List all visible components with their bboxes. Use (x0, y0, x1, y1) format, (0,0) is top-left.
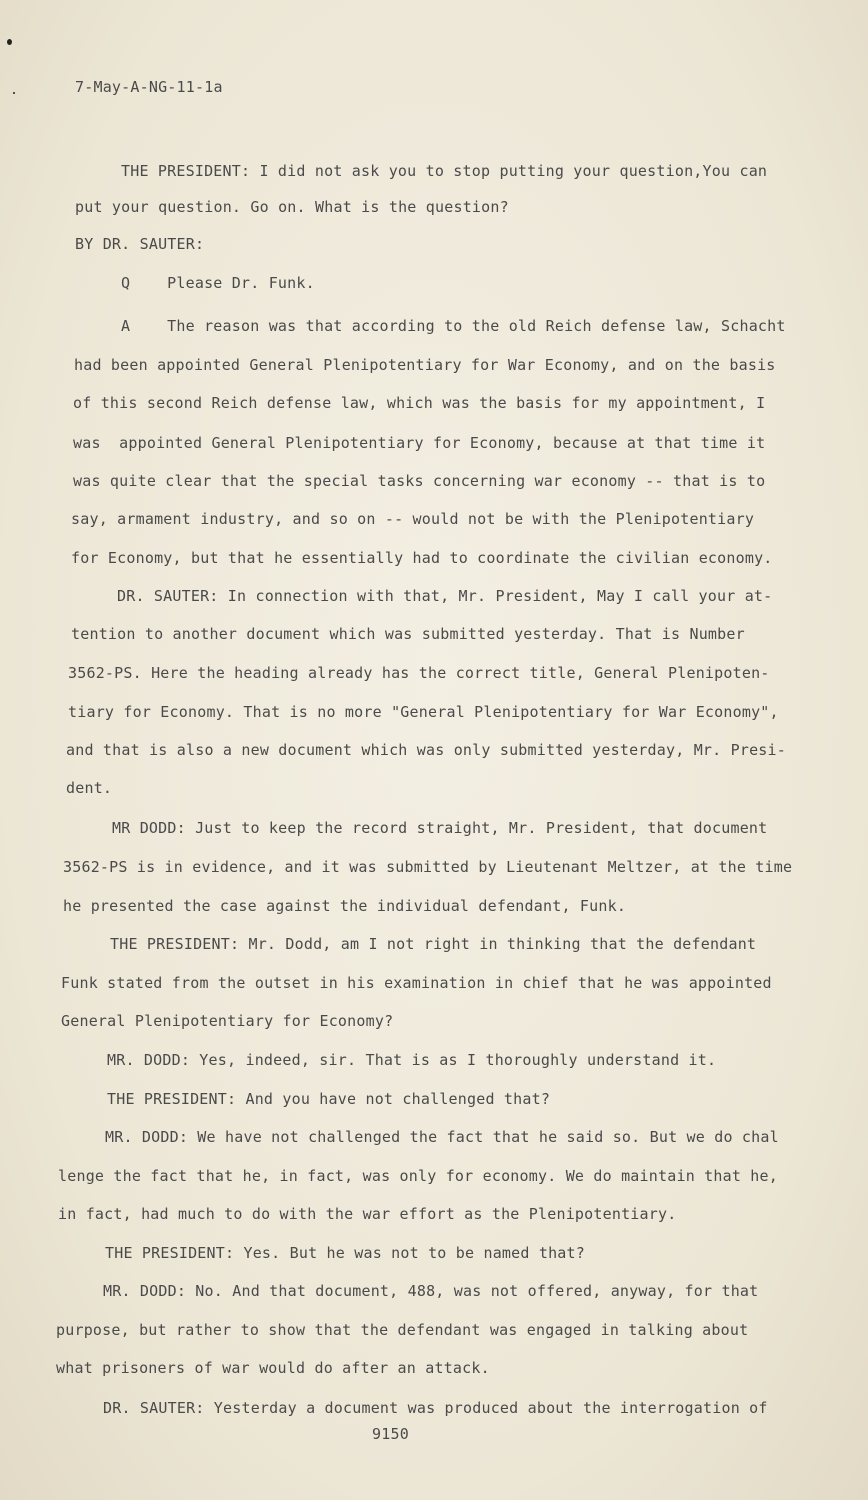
transcript-line: in fact, had much to do with the war effort as the Plenipotentiary. (58, 1205, 677, 1223)
transcript-line: General Plenipotentiary for Economy? (61, 1012, 394, 1030)
transcript-line: MR. DODD: Yes, indeed, sir. That is as I thoroughly understand it. (107, 1051, 717, 1069)
transcript-line: 3562-PS is in evidence, and it was submitted by Lieutenant Meltzer, at the time (63, 858, 793, 876)
transcript-line: DR. SAUTER: Yesterday a document was produced about the interrogation of (103, 1399, 768, 1417)
transcript-line: he presented the case against the individual defendant, Funk. (63, 897, 627, 915)
transcript-line: for Economy, but that he essentially had to coordinate the civilian economy. (71, 549, 773, 567)
transcript-line: THE PRESIDENT: I did not ask you to stop putting your question,You can (121, 162, 768, 180)
transcript-line: THE PRESIDENT: Yes. But he was not to be named that? (105, 1244, 585, 1262)
transcript-line: put your question. Go on. What is the question? (75, 198, 509, 216)
punch-mark (13, 92, 15, 94)
punch-mark (7, 39, 12, 45)
transcript-line: MR DODD: Just to keep the record straight, Mr. President, that document (112, 819, 768, 837)
transcript-line: and that is also a new document which was only submitted yesterday, Mr. Presi- (66, 741, 786, 759)
document-header-code: 7-May-A-NG-11-1a (75, 78, 223, 96)
transcript-line: tention to another document which was submitted yesterday. That is Number (71, 625, 745, 643)
transcript-line: MR. DODD: We have not challenged the fact that he said so. But we do chal (105, 1128, 779, 1146)
transcript-line: A The reason was that according to the old Reich defense law, Schacht (121, 317, 786, 335)
transcript-line: was appointed General Plenipotentiary for Economy, because at that time it (73, 434, 766, 452)
transcript-line: of this second Reich defense law, which was the basis for my appointment, I (73, 394, 766, 412)
transcript-line: was quite clear that the special tasks concerning war economy -- that is to (73, 472, 766, 490)
transcript-line: 3562-PS. Here the heading already has the correct title, General Plenipoten- (68, 664, 770, 682)
transcript-line: what prisoners of war would do after an attack. (56, 1359, 490, 1377)
transcript-line: BY DR. SAUTER: (75, 235, 205, 253)
transcript-line: dent. (66, 779, 113, 797)
transcript-line: lenge the fact that he, in fact, was only for economy. We do maintain that he, (58, 1167, 778, 1185)
transcript-line: Funk stated from the outset in his examination in chief that he was appointed (61, 974, 772, 992)
transcript-line: Q Please Dr. Funk. (121, 274, 315, 292)
transcript-line: say, armament industry, and so on -- would not be with the Plenipotentiary (71, 510, 755, 528)
transcript-line: had been appointed General Plenipotentiary for War Economy, and on the basis (74, 356, 776, 374)
transcript-line: purpose, but rather to show that the defendant was engaged in talking about (56, 1321, 749, 1339)
transcript-line: tiary for Economy. That is no more "General Plenipotentiary for War Economy", (68, 703, 779, 721)
transcript-line: THE PRESIDENT: Mr. Dodd, am I not right in thinking that the defendant (110, 935, 757, 953)
page-number: 9150 (372, 1425, 409, 1443)
transcript-line: THE PRESIDENT: And you have not challenged that? (107, 1090, 551, 1108)
transcript-line: DR. SAUTER: In connection with that, Mr. President, May I call your at- (117, 587, 773, 605)
transcript-line: MR. DODD: No. And that document, 488, was not offered, anyway, for that (103, 1282, 759, 1300)
